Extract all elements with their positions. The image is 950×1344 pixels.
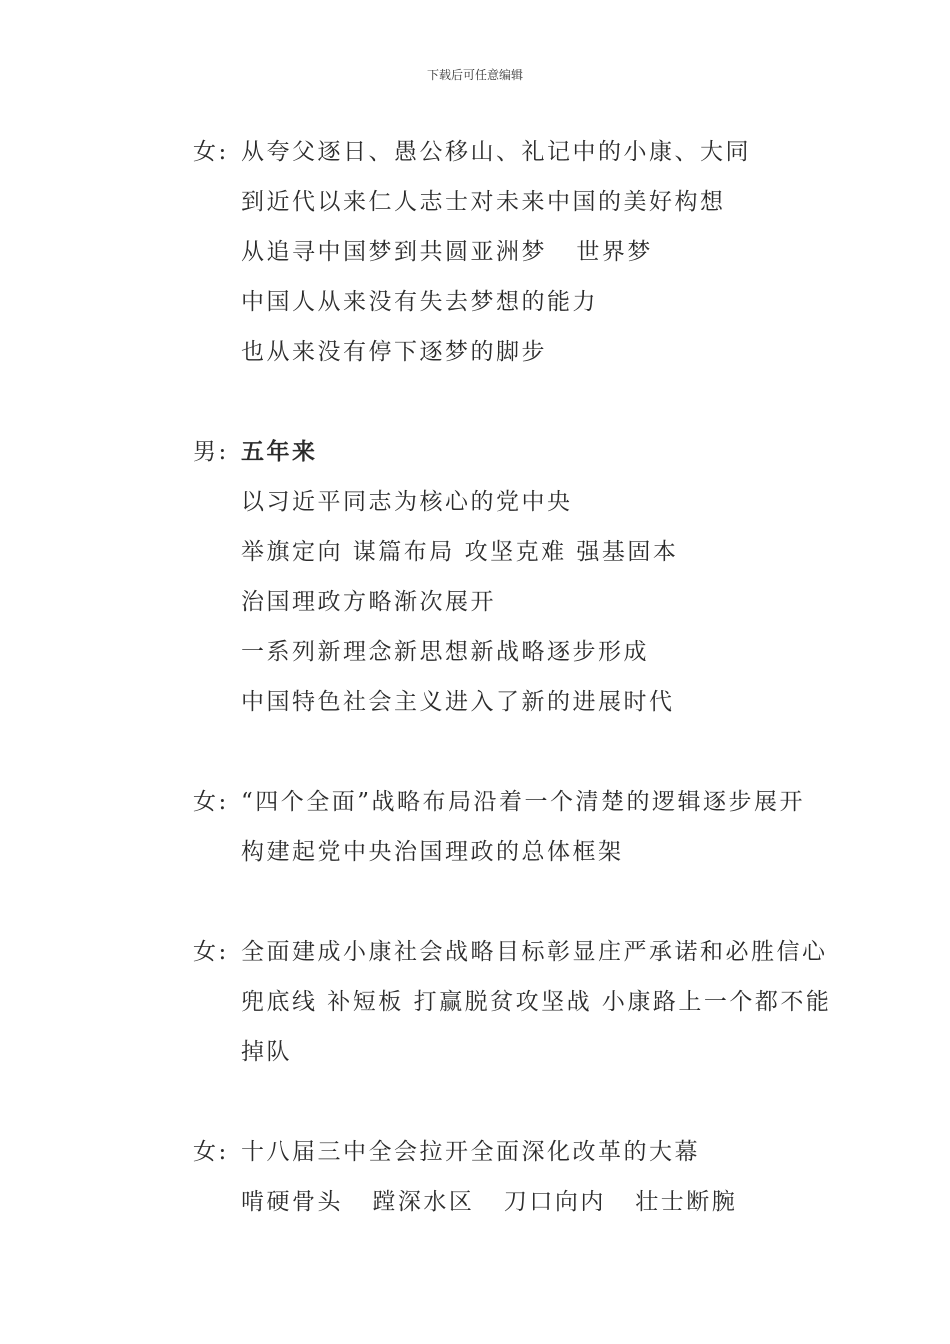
- dialogue-line: [193, 281, 833, 331]
- line-text: 全面建成小康社会战略目标彰显庄严承诺和必胜信心: [241, 939, 828, 965]
- line-text-bold: 五年来: [241, 438, 318, 465]
- line-text: 中国人从来没有失去梦想的能力: [241, 289, 598, 315]
- dialogue-line: [193, 531, 833, 581]
- line-text: 以习近平同志为核心的党中央: [241, 489, 573, 515]
- line-text: 到近代以来仁人志士对未来中国的美好构想: [241, 189, 726, 215]
- dialogue-block: [193, 931, 833, 1081]
- speaker-label: 男:: [193, 439, 229, 465]
- dialogue-line: [193, 981, 833, 1031]
- dialogue-line: [193, 1031, 833, 1081]
- line-text: 兜底线 补短板 打赢脱贫攻坚战 小康路上一个都不能: [241, 989, 832, 1015]
- dialogue-line: [193, 931, 833, 981]
- line-text: 一系列新理念新思想新战略逐步形成: [241, 639, 649, 665]
- speaker-label: 女:: [193, 139, 229, 165]
- line-text: 从夸父逐日、愚公移山、礼记中的小康、大同: [241, 139, 751, 165]
- line-text: 十八届三中全会拉开全面深化改革的大幕: [241, 1139, 700, 1165]
- dialogue-block: [193, 1131, 833, 1231]
- line-text: 构建起党中央治国理政的总体框架: [241, 839, 624, 865]
- line-text: 啃硬骨头 蹚深水区 刀口向内 壮士断腕: [241, 1189, 738, 1215]
- dialogue-line: [193, 181, 833, 231]
- line-text: 举旗定向 谋篇布局 攻坚克难 强基固本: [241, 539, 679, 565]
- dialogue-line: [193, 1131, 833, 1181]
- line-text: 中国特色社会主义进入了新的进展时代: [241, 689, 675, 715]
- script-body: [193, 131, 833, 1281]
- dialogue-block: [193, 431, 833, 731]
- page-header: 下载后可任意编辑: [426, 68, 523, 82]
- dialogue-line: [193, 781, 833, 831]
- speaker-label: 女:: [193, 789, 229, 815]
- dialogue-block: [193, 781, 833, 881]
- dialogue-line: [193, 131, 833, 181]
- dialogue-line: [193, 581, 833, 631]
- line-text: 掉队: [241, 1039, 292, 1065]
- dialogue-line: [193, 831, 833, 881]
- dialogue-line: [193, 431, 833, 481]
- line-text: 从追寻中国梦到共圆亚洲梦 世界梦: [241, 239, 653, 265]
- speaker-label: 女:: [193, 1139, 229, 1165]
- speaker-label: 女:: [193, 939, 229, 965]
- dialogue-line: [193, 231, 833, 281]
- dialogue-line: [193, 331, 833, 381]
- line-text: 治国理政方略渐次展开: [241, 589, 496, 615]
- dialogue-line: [193, 1181, 833, 1231]
- dialogue-block: [193, 131, 833, 381]
- line-text: “四个全面”战略布局沿着一个清楚的逻辑逐步展开: [241, 789, 806, 815]
- dialogue-line: [193, 631, 833, 681]
- line-text: 也从来没有停下逐梦的脚步: [241, 339, 547, 365]
- dialogue-line: [193, 681, 833, 731]
- dialogue-line: [193, 481, 833, 531]
